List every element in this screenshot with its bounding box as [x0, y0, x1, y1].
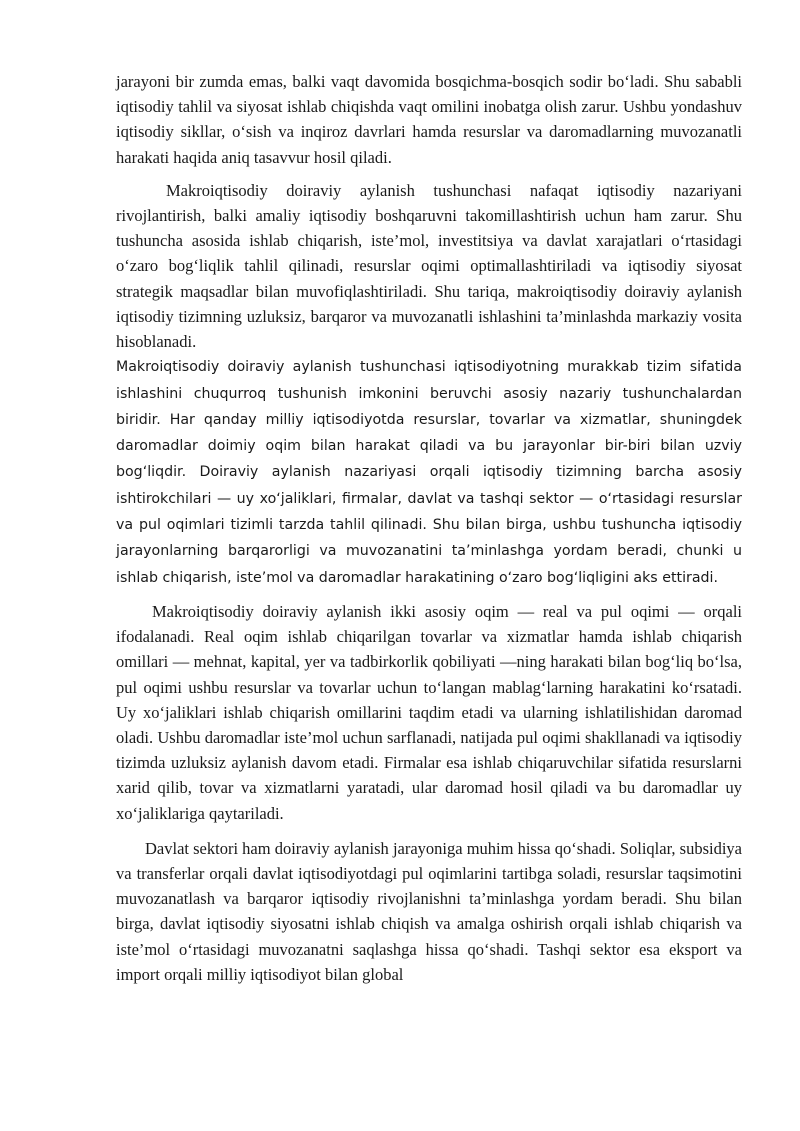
paragraph-continuation: jarayoni bir zumda emas, balki vaqt davomida bosqichma-bosqich sodir boʻladi. Shu sababli iqtisodiy tahlil va siyosat ishlab chiqishda vaqt omilini inobatga olish zarur. Ushbu yondashuv iqtisodiy sikllar, oʻsish va inqiroz davrlari hamda resurslar va daromadlarning muvozanatli harakati haqida aniq tasavvur hosil qiladi. [116, 72, 742, 167]
paragraph-circular-flow-concept: Makroiqtisodiy doiraviy aylanish tushunchasi iqtisodiyotning murakkab tizim sifatida ishlashini chuqurroq tushunish imkonini beruvchi asosiy nazariy tushunchalardan biridir. Har qanday milliy iqtisodiyotda resurslar, tovarlar va xizmatlar, shuningdek daromadlar doimiy oqim bilan harakat qiladi va bu jarayonlar bir-biri bilan uzviy bogʻliqdir. Doiraviy aylanish nazariyasi orqali iqtisodiy tizimning barcha asosiy ishtirokchilari — uy xoʻjaliklari, firmalar, davlat va tashqi sektor — oʻrtasidagi resurslar va pul oqimlari tizimli tarzda tahlil qilinadi. Shu bilan birga, ushbu tushuncha iqtisodiy jarayonlarning barqarorligi va muvozanatini ta’minlashga yordam beradi, chunki u ishlab chiqarish, iste’mol va daromadlar harakatining oʻzaro bogʻliqligini aks ettiradi. [116, 359, 742, 586]
paragraph-real-and-money-flows: Makroiqtisodiy doiraviy aylanish ikki asosiy oqim — real va pul oqimi — orqali ifodalanadi. Real oqim ishlab chiqarilgan tovarlar va xizmatlar hamda ishlab chiqarish omillari — mehnat, kapital, yer va tadbirkorlik qobiliyati —ning harakati bilan bogʻliq boʻlsa, pul oqimi ushbu resurslar va tovarlar uchun toʻlangan mablagʻlarning harakatini koʻrsatadi. Uy xoʻjaliklari ishlab chiqarish omillarini taqdim etadi va ularning ishlatilishidan daromad oladi. Ushbu daromadlar iste’mol uchun sarflanadi, natijada pul oqimi shakllanadi va iqtisodiy tizimda uzluksiz aylanish davom etadi. Firmalar esa ishlab chiqaruvchilar sifatida resurslarni xarid qilib, tovar va xizmatlarni yaratadi, ular daromad hosil qiladi va bu daromadlar uy xoʻjaliklariga qaytariladi. [116, 601, 742, 823]
paragraph-circular-flow-importance: Makroiqtisodiy doiraviy aylanish tushunchasi nafaqat iqtisodiy nazariyani rivojlantirish, balki amaliy iqtisodiy boshqaruvni takomillashtirish uchun ham zarur. Shu tushuncha asosida ishlab chiqarish, iste’mol, investitsiya va davlat xarajatlari oʻrtasidagi oʻzaro bogʻliqlik tahlil qilinadi, resurslar oqimi optimallashtiriladi va iqtisodiy siyosat strategik maqsadlar bilan muvofiqlashtiriladi. Shu tariqa, makroiqtisodiy doiraviy aylanish iqtisodiy tizimning uzluksiz, barqaror va muvozanatli ishlashini ta’minlashda markaziy vosita hisoblanadi. [116, 180, 742, 352]
paragraph-government-sector: Davlat sektori ham doiraviy aylanish jarayoniga muhim hissa qoʻshadi. Soliqlar, subsidiya va transferlar orqali davlat iqtisodiyotdagi pul oqimlarini tartibga soladi, resurslar taqsimotini muvozanatlash va barqaror iqtisodiy rivojlanishni ta’minlashga yordam beradi. Shu bilan birga, davlat iqtisodiy siyosatni ishlab chiqish va amalga oshirish orqali ishlab chiqarish va iste’mol oʻrtasidagi muvozanatni saqlashga hissa qoʻshadi. Tashqi sektor esa eksport va import orqali milliy iqtisodiyot bilan global [116, 838, 742, 984]
